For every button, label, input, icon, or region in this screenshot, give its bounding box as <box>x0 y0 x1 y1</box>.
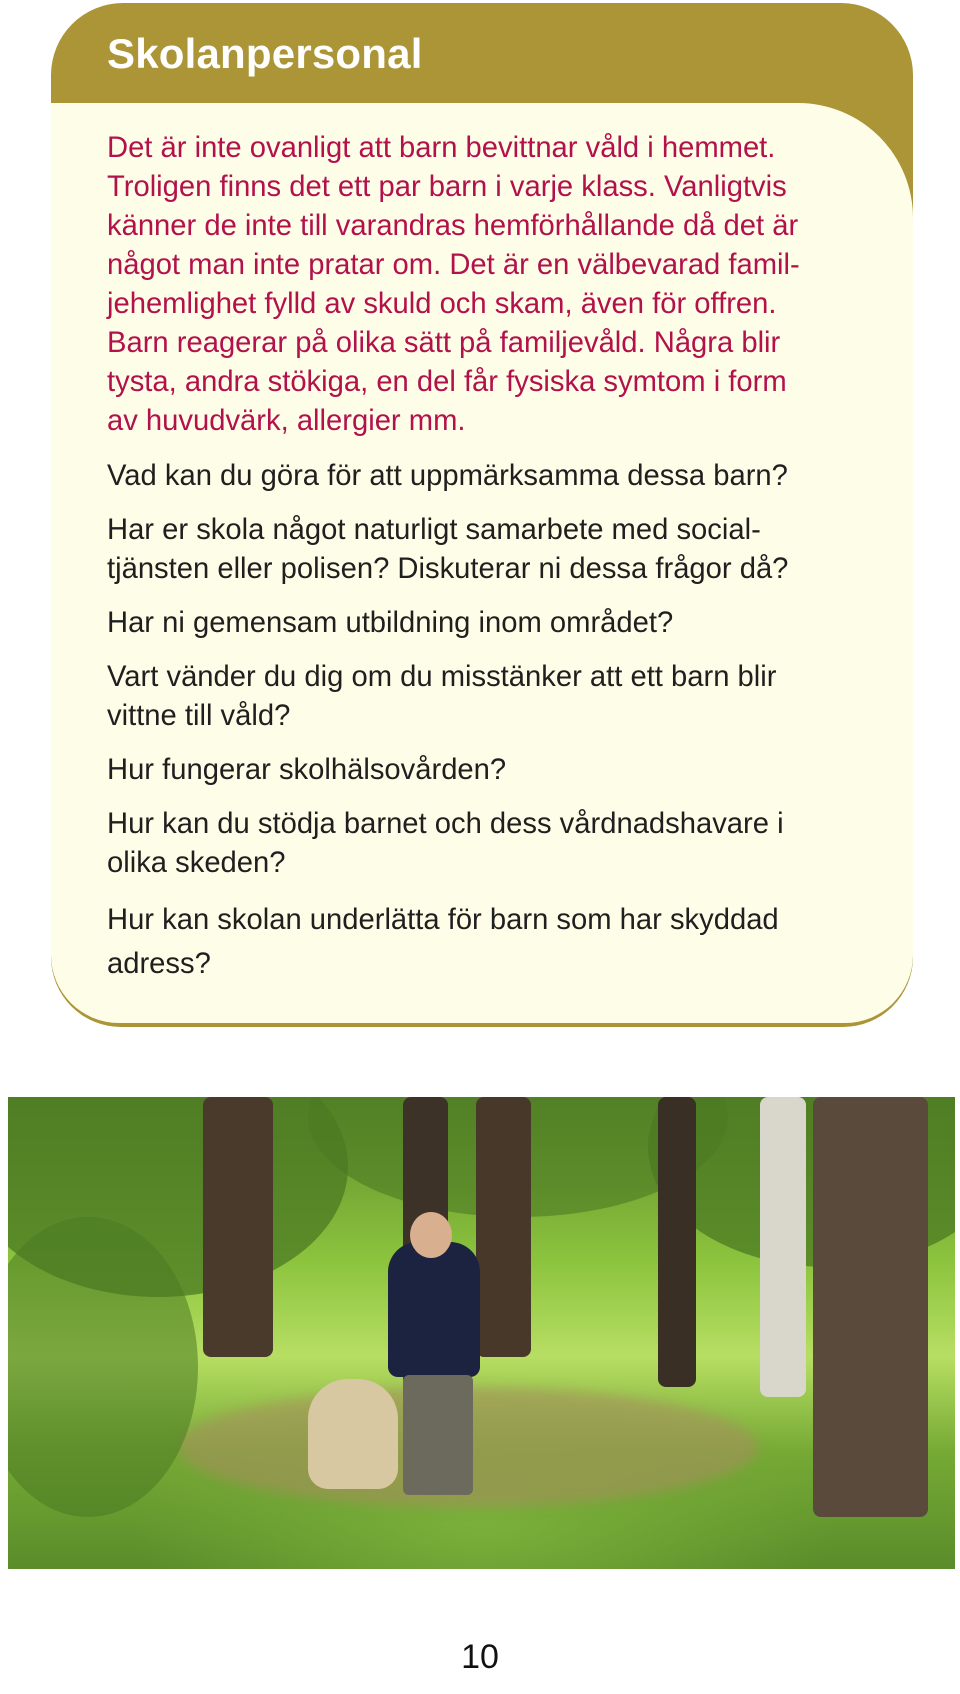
child-head <box>410 1212 452 1258</box>
question-3 <box>107 604 877 643</box>
intro-line: Det är inte ovanligt att barn bevittnar våld i hemmet. <box>107 132 776 164</box>
question-line: Hur kan skolan underlätta för barn som har skyddad <box>107 904 779 936</box>
intro-line: Barn reagerar på olika sätt på familjevåld. Några blir <box>107 327 781 359</box>
card-body-panel <box>51 103 913 1023</box>
intro-paragraph <box>107 129 877 441</box>
intro-line: känner de inte till varandras hemförhållande då det är <box>107 210 799 242</box>
tree-trunk <box>813 1097 928 1517</box>
intro-line: jehemlighet fylld av skuld och skam, även för offren. <box>107 288 777 320</box>
question-line: tjänsten eller polisen? Diskuterar ni dessa frågor då? <box>107 553 789 585</box>
intro-line: något man inte pratar om. Det är en välbevarad famil- <box>107 249 800 281</box>
question-line: Vad kan du göra för att uppmärksamma dessa barn? <box>107 460 788 492</box>
question-5 <box>107 751 877 790</box>
tree-trunk <box>476 1097 531 1357</box>
question-line: Har er skola något naturligt samarbete med social- <box>107 514 761 546</box>
child-jacket <box>388 1242 480 1377</box>
question-6 <box>107 805 877 883</box>
intro-line: tysta, andra stökiga, en del får fysiska symtom i form <box>107 366 787 398</box>
question-4 <box>107 658 877 736</box>
tree-trunk <box>203 1097 273 1357</box>
question-line: Hur kan du stödja barnet och dess vårdnadshavare i <box>107 808 784 840</box>
birch-trunk <box>760 1097 806 1397</box>
child-trousers <box>403 1375 473 1495</box>
info-card <box>51 3 913 1027</box>
tree-trunk <box>658 1097 696 1387</box>
question-line: vittne till våld? <box>107 700 291 732</box>
forest-photo <box>8 1097 955 1569</box>
dog <box>308 1379 398 1489</box>
question-7 <box>107 898 877 986</box>
question-line: Har ni gemensam utbildning inom området? <box>107 607 674 639</box>
question-line: adress? <box>107 948 211 980</box>
card-title: Skolanpersonal <box>107 30 423 77</box>
intro-line: av huvudvärk, allergier mm. <box>107 405 466 437</box>
card-body-text <box>107 129 877 1001</box>
question-2 <box>107 511 877 589</box>
question-line: olika skeden? <box>107 847 286 879</box>
question-1 <box>107 457 877 496</box>
intro-line: Troligen finns det ett par barn i varje klass. Vanligtvis <box>107 171 787 203</box>
question-line: Hur fungerar skolhälsovården? <box>107 754 507 786</box>
question-line: Vart vänder du dig om du misstänker att ett barn blir <box>107 661 777 693</box>
page-number: 10 <box>461 1638 499 1676</box>
